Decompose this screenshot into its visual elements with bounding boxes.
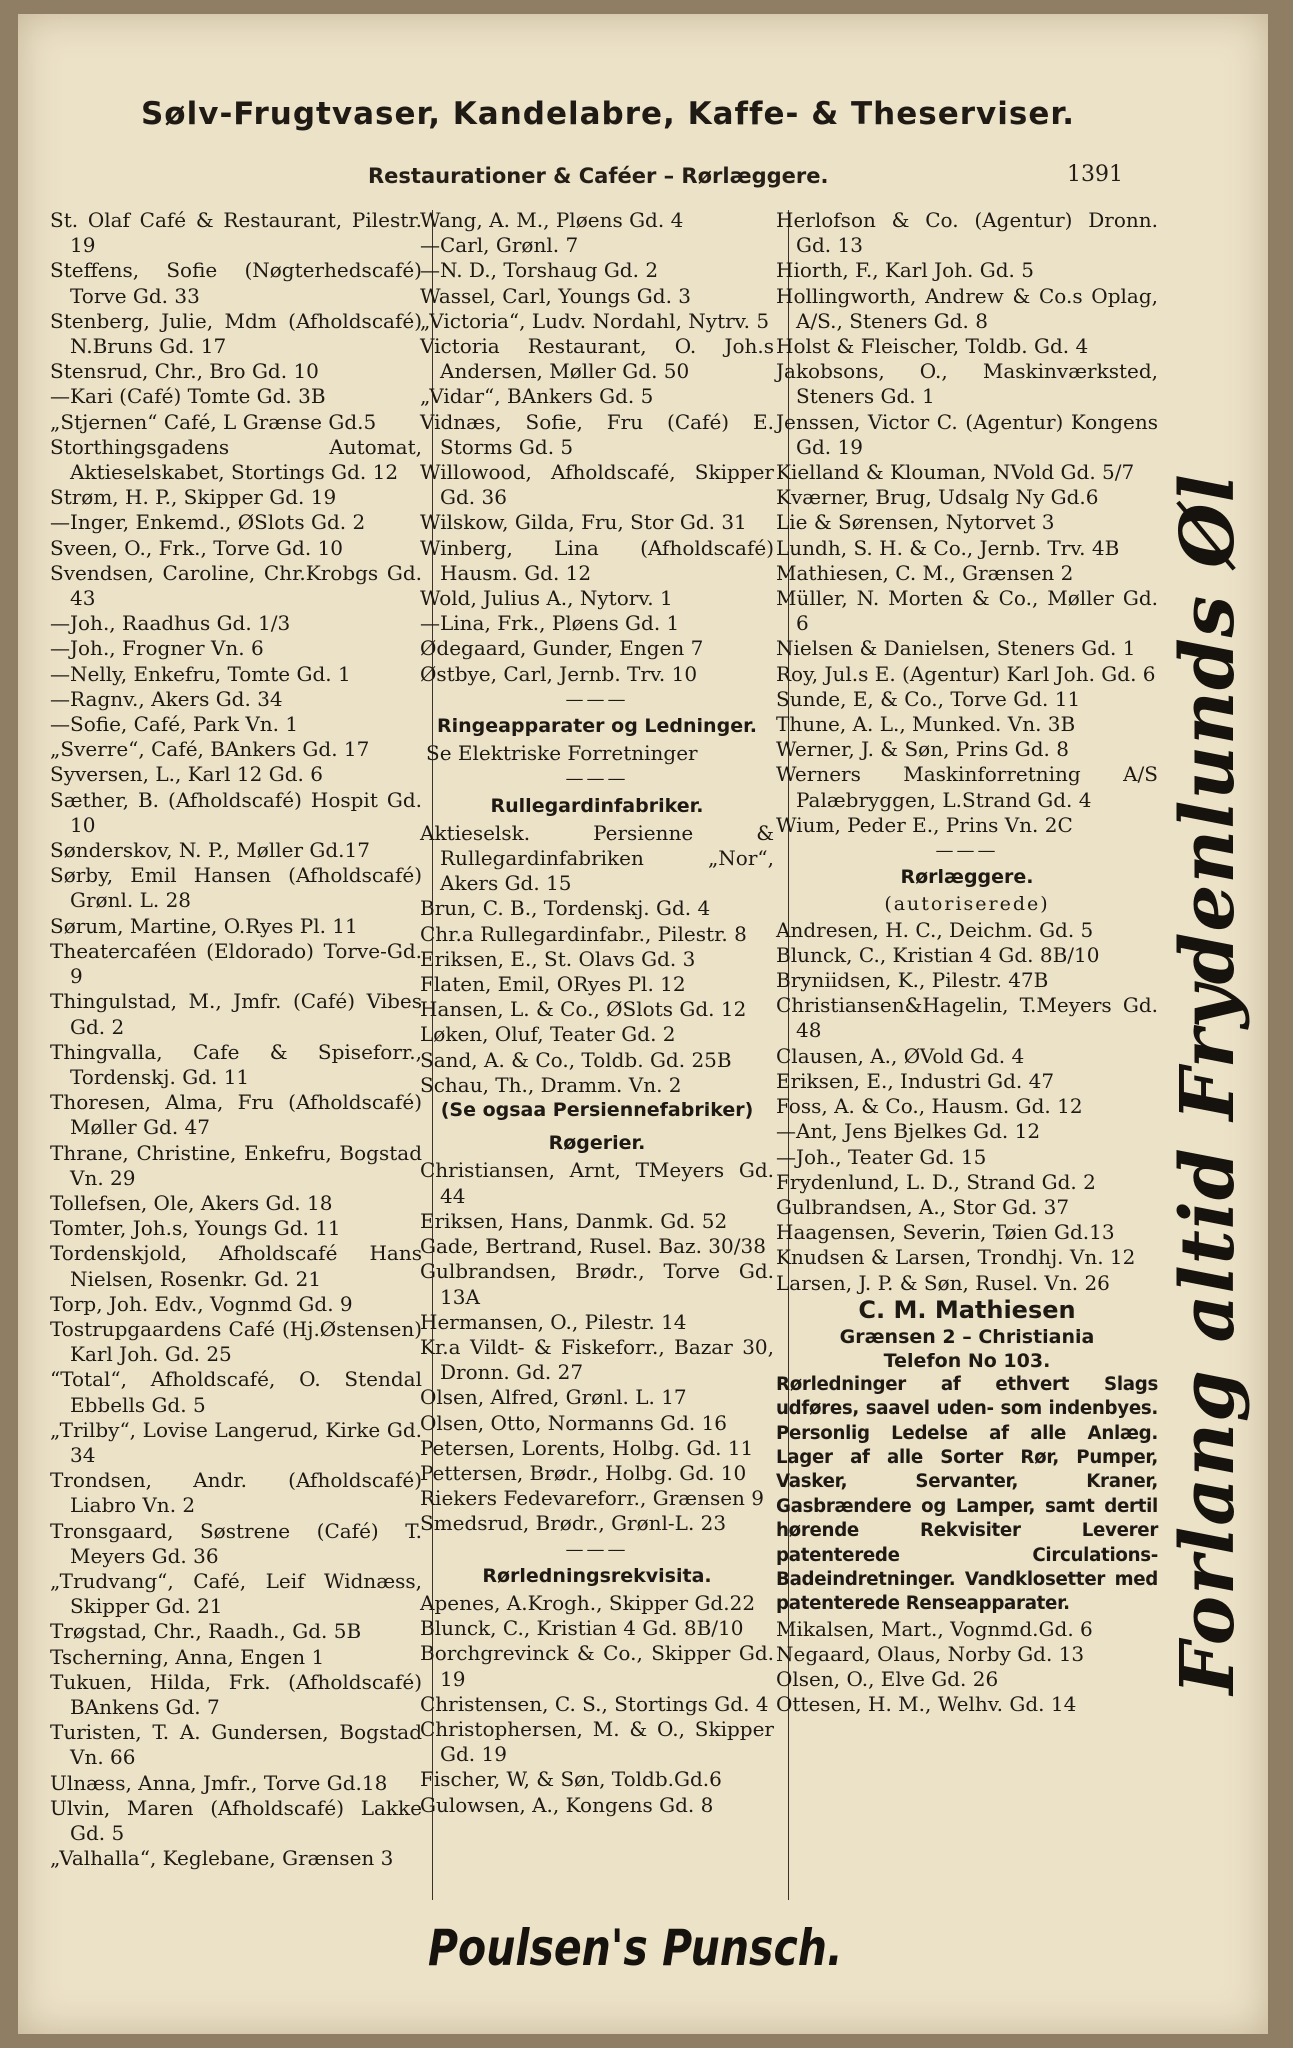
directory-entry: Knudsen & Larsen, Trondhj. Vn. 12 [776, 1245, 1136, 1270]
heading-rorlaeggere: Rørlæggere. [900, 866, 1034, 889]
section-separator: ——— [935, 840, 999, 862]
directory-entry: Strøm, H. P., Skipper Gd. 19 [50, 485, 337, 510]
punsch-bottom-advertisement: Poulsen's Punsch. [428, 1919, 843, 1977]
directory-entry: Flaten, Emil, ORyes Pl. 12 [420, 972, 686, 997]
directory-entry: —Kari (Café) Tomte Gd. 3B [50, 384, 326, 409]
directory-entry: Wilskow, Gilda, Fru, Stor Gd. 31 [420, 510, 747, 535]
directory-entry: Christiansen&Hagelin, T.Meyers Gd. 48 [776, 993, 1158, 1043]
directory-entry: Wold, Julius A., Nytorv. 1 [420, 586, 673, 611]
ad-address: Grænsen 2 – Christiania [839, 1325, 1095, 1348]
directory-entry: Mikalsen, Mart., Vognmd.Gd. 6 [776, 1616, 1093, 1641]
directory-entry: Eriksen, Hans, Danmk. Gd. 52 [420, 1208, 728, 1233]
directory-entry: Thrane, Christine, Enkefru, Bogstad Vn. 29 [50, 1140, 422, 1190]
ad-phone: Telefon No 103. [883, 1349, 1051, 1372]
directory-entry: Mathiesen, C. M., Grænsen 2 [776, 560, 1074, 585]
directory-entry: Winberg, Lina (Afholdscafé) Hausm. Gd. 12 [420, 535, 774, 585]
directory-entry: Tukuen, Hilda, Frk. (Afholdscafé) BAnkens Gd. 7 [50, 1669, 422, 1719]
restaurant-entries-w [420, 208, 774, 687]
directory-entry: Olsen, O., Elve Gd. 26 [776, 1667, 999, 1692]
directory-entry: Thingulstad, M., Jmfr. (Café) Vibes Gd. 2 [50, 989, 422, 1039]
rorlaeggere-entries-continued [776, 1617, 1158, 1718]
directory-entry: Wassel, Carl, Youngs Gd. 3 [420, 283, 692, 308]
directory-entry: Sønderskov, N. P., Møller Gd.17 [50, 838, 370, 863]
directory-entry: „Vidar“, BAnkers Gd. 5 [420, 384, 654, 409]
directory-entry: Thune, A. L., Munked. Vn. 3B [776, 712, 1076, 737]
directory-entry: Lundh, S. H. & Co., Jernb. Trv. 4B [776, 535, 1120, 560]
ad-company-name: C. M. Mathiesen [858, 1295, 1076, 1324]
directory-entry: Svendsen, Caroline, Chr.Krobgs Gd. 43 [50, 560, 422, 611]
heading-rorledningsrekvisita: Rørledningsrekvisita. [482, 1564, 712, 1587]
directory-entry: Christiansen, Arnt, TMeyers Gd. 44 [420, 1158, 774, 1208]
directory-entry: „Trilby“, Lovise Langerud, Kirke Gd. 34 [50, 1417, 422, 1467]
directory-entry: „Trudvang“, Café, Leif Widnæss, Skipper Gd. 21 [50, 1568, 422, 1619]
directory-entry: Sunde, E, & Co., Torve Gd. 11 [776, 686, 1081, 711]
directory-entry: Theatercaféen (Eldorado) Torve-Gd. 9 [50, 938, 422, 989]
directory-entry: „Victoria“, Ludv. Nordahl, Nytrv. 5 [420, 308, 770, 333]
directory-entry: Herlofson & Co. (Agentur) Dronn. Gd. 13 [776, 208, 1158, 258]
directory-entry: Clausen, A., ØVold Gd. 4 [776, 1043, 1025, 1068]
directory-entry: Tscherning, Anna, Engen 1 [50, 1644, 325, 1669]
directory-entry: Blunck, C., Kristian 4 Gd. 8B/10 [420, 1616, 744, 1641]
directory-entry: Wium, Peder E., Prins Vn. 2C [776, 812, 1073, 837]
directory-entry: Løken, Oluf, Teater Gd. 2 [420, 1022, 676, 1047]
directory-entry: Tollefsen, Ole, Akers Gd. 18 [50, 1190, 333, 1215]
directory-entry: Andresen, H. C., Deichm. Gd. 5 [776, 917, 1094, 942]
directory-entry: Chr.a Rullegardinfabr., Pilestr. 8 [420, 921, 747, 946]
directory-entry: „Stjernen“ Café, L Grænse Gd.5 [50, 409, 377, 434]
directory-entry: Jenssen, Victor C. (Agentur) Kongens Gd. 19 [776, 409, 1158, 459]
directory-entry: Hansen, L. & Co., ØSlots Gd. 12 [420, 997, 747, 1022]
directory-entry: —Ant, Jens Bjelkes Gd. 12 [776, 1119, 1041, 1144]
rulle-note: (Se ogsaa Persiennefabriker) [440, 1099, 754, 1122]
directory-entry: Christophersen, M. & O., Skipper Gd. 19 [420, 1716, 774, 1767]
directory-entry: Brun, C. B., Tordenskj. Gd. 4 [420, 896, 711, 921]
frydenlund-side-advertisement: Forlang altid Frydenlunds Øl [1165, 473, 1251, 1695]
heading-rogerier: Røgerier. [548, 1132, 646, 1155]
directory-entry: Holst & Fleischer, Toldb. Gd. 4 [776, 334, 1089, 359]
directory-entry: Borchgrevinck & Co., Skipper Gd. 19 [420, 1641, 774, 1691]
directory-entry: Torp, Joh. Edv., Vognmd Gd. 9 [50, 1291, 353, 1316]
rogerier-entries [420, 1158, 774, 1536]
directory-entry: Sæther, B. (Afholdscafé) Hospit Gd. 10 [50, 787, 422, 837]
directory-page [18, 14, 1268, 2034]
directory-entry: Gulbrandsen, A., Stor Gd. 37 [776, 1194, 1070, 1219]
directory-entry: Petersen, Lorents, Holbg. Gd. 11 [420, 1435, 754, 1460]
section-separator: ——— [565, 1538, 629, 1560]
directory-entry: Hermansen, O., Pilestr. 14 [420, 1309, 687, 1334]
directory-entry: Turisten, T. A. Gundersen, Bogstad Vn. 66 [50, 1720, 422, 1770]
directory-entry: „Sverre“, Café, BAnkers Gd. 17 [50, 737, 370, 762]
directory-entry: —Joh., Frogner Vn. 6 [50, 636, 264, 661]
directory-entry: Foss, A. & Co., Hausm. Gd. 12 [776, 1094, 1083, 1119]
directory-entry: Sørum, Martine, O.Ryes Pl. 11 [50, 913, 358, 938]
directory-entry: Tomter, Joh.s, Youngs Gd. 11 [50, 1216, 341, 1241]
directory-entry: Victoria Restaurant, O. Joh.s Andersen, Møller Gd. 50 [420, 334, 774, 384]
mathiesen-advertisement [776, 1296, 1158, 1617]
directory-entry: Lie & Sørensen, Nytorvet 3 [776, 510, 1055, 535]
directory-entry: —N. D., Torshaug Gd. 2 [420, 258, 659, 283]
directory-entry: Thoresen, Alma, Fru (Afholdscafé) Møller Gd. 47 [50, 1090, 422, 1140]
directory-entry: Kielland & Klouman, NVold Gd. 5/7 [776, 460, 1135, 485]
directory-entry: Roy, Jul.s E. (Agentur) Karl Joh. Gd. 6 [776, 661, 1156, 686]
directory-entry: Storthingsgadens Automat, Aktieselskabet, Stortings Gd. 12 [50, 434, 422, 485]
section-separator: ——— [565, 768, 629, 790]
directory-entry: Pettersen, Brødr., Holbg. Gd. 10 [420, 1460, 747, 1485]
agentur-entries [776, 208, 1158, 838]
heading-rullegardinfabriker: Rullegardinfabriker. [490, 794, 704, 817]
directory-entry: Tordenskjold, Afholdscafé Hans Nielsen, Rosenkr. Gd. 21 [50, 1241, 422, 1291]
directory-entry: St. Olaf Café & Restaurant, Pilestr. 19 [50, 208, 422, 258]
directory-entry: Gulowsen, A., Kongens Gd. 8 [420, 1792, 714, 1817]
heading-ringeapparater: Ringeapparater og Ledninger. [437, 715, 757, 738]
directory-entry: —Carl, Grønl. 7 [420, 233, 579, 258]
rorlaeggere-entries [776, 918, 1158, 1296]
directory-entry: Bryniidsen, K., Pilestr. 47B [776, 968, 1049, 993]
directory-entry: “Total“, Afholdscafé, O. Stendal Ebbells Gd. 5 [50, 1367, 422, 1417]
directory-entry: —Joh., Raadhus Gd. 1/3 [50, 611, 291, 636]
directory-entry: —Sofie, Café, Park Vn. 1 [50, 712, 299, 737]
directory-entry: Kværner, Brug, Udsalg Ny Gd.6 [776, 485, 1099, 510]
directory-entry: Eriksen, E., St. Olavs Gd. 3 [420, 946, 696, 971]
directory-entry: Vidnæs, Sofie, Fru (Café) E. Storms Gd. 5 [420, 409, 774, 459]
directory-entry: Steffens, Sofie (Nøgterhedscafé) Torve Gd. 33 [50, 258, 422, 308]
directory-entry: Gade, Bertrand, Rusel. Baz. 30/38 [420, 1234, 766, 1259]
directory-entry: Syversen, L., Karl 12 Gd. 6 [50, 762, 323, 787]
directory-entry: Tostrupgaardens Café (Hj.Østensen) Karl Joh. Gd. 25 [50, 1316, 422, 1367]
directory-entry: Müller, N. Morten & Co., Møller Gd. 6 [776, 586, 1158, 636]
directory-entry: —Nelly, Enkefru, Tomte Gd. 1 [50, 661, 351, 686]
directory-entry: Stenberg, Julie, Mdm (Afholdscafé) N.Bruns Gd. 17 [50, 308, 422, 359]
directory-entry: Ødegaard, Gunder, Engen 7 [420, 636, 704, 661]
directory-entry: Hiorth, F., Karl Joh. Gd. 5 [776, 258, 1034, 283]
directory-entry: Sand, A. & Co., Toldb. Gd. 25B [420, 1047, 732, 1072]
directory-entry: Trondsen, Andr. (Afholdscafé) Liabro Vn. 2 [50, 1468, 422, 1518]
directory-entry: Thingvalla, Cafe & Spiseforr., Tordenskj. Gd. 11 [50, 1039, 422, 1089]
directory-entry: Frydenlund, L. D., Strand Gd. 2 [776, 1169, 1096, 1194]
directory-entry: Negaard, Olaus, Norby Gd. 13 [776, 1641, 1085, 1666]
directory-entry: „Valhalla“, Keglebane, Grænsen 3 [50, 1846, 394, 1871]
directory-entry: Ottesen, H. M., Welhv. Gd. 14 [776, 1692, 1077, 1717]
directory-entry: Trøgstad, Chr., Raadh., Gd. 5B [50, 1619, 362, 1644]
directory-entry: Østbye, Carl, Jernb. Trv. 10 [420, 661, 698, 686]
ad-body-text: Rørledninger af ethvert Slags udføres, saavel uden- som indenbyes. Personlig Ledelse af alle Anlæg. Lager af alle Sorter Rør, Pumper, Vasker, Servanter, Kraner, Gasbrændere og Lamper, samt dertil hørende Rekvisiter Leverer patenterede Circulations-Badeindretninger. Vandklosetter med patenterede Renseapparater. [776, 1373, 1158, 1615]
directory-entry: Sørby, Emil Hansen (Afholdscafé) Grønl. L. 28 [50, 863, 422, 913]
directory-entry: —Lina, Frk., Pløens Gd. 1 [420, 611, 680, 636]
directory-entry: Werner, J. & Søn, Prins Gd. 8 [776, 737, 1069, 762]
subheading-autoriserede: (autoriserede) [884, 893, 1050, 916]
directory-entry: Larsen, J. P. & Søn, Rusel. Vn. 26 [776, 1270, 1110, 1295]
directory-entry: Christensen, C. S., Stortings Gd. 4 [420, 1691, 769, 1716]
directory-entry: —Inger, Enkemd., ØSlots Gd. 2 [50, 510, 366, 535]
directory-entry: Tronsgaard, Søstrene (Café) T. Meyers Gd. 36 [50, 1518, 422, 1568]
directory-entry: Aktieselsk. Persienne & Rullegardinfabriken „Nor“, Akers Gd. 15 [420, 820, 774, 896]
directory-entry: Ulvin, Maren (Afholdscafé) Lakke Gd. 5 [50, 1795, 422, 1845]
directory-entry: Smedsrud, Brødr., Grønl-L. 23 [420, 1511, 727, 1536]
directory-entry: Schau, Th., Dramm. Vn. 2 [420, 1072, 682, 1097]
directory-entry: Olsen, Otto, Normanns Gd. 16 [420, 1410, 728, 1435]
directory-entry: Kr.a Vildt- & Fiskeforr., Bazar 30, Dronn. Gd. 27 [420, 1334, 774, 1385]
directory-entry: Apenes, A.Krogh., Skipper Gd.22 [420, 1590, 756, 1615]
directory-entry: Werners Maskinforretning A/S Palæbryggen, L.Strand Gd. 4 [776, 762, 1158, 812]
directory-entry: Hollingworth, Andrew & Co.s Oplag, A/S., Steners Gd. 8 [776, 283, 1158, 333]
directory-entry: —Joh., Teater Gd. 15 [776, 1144, 987, 1169]
directory-entry: Wang, A. M., Pløens Gd. 4 [420, 208, 684, 232]
directory-entry: Olsen, Alfred, Grønl. L. 17 [420, 1385, 687, 1410]
directory-entry: Eriksen, E., Industri Gd. 47 [776, 1068, 1055, 1093]
directory-entry: Jakobsons, O., Maskinværksted, Steners Gd. 1 [776, 359, 1158, 409]
ringe-note: Se Elektriske Forretninger [426, 741, 698, 766]
directory-entry: —Ragnv., Akers Gd. 34 [50, 686, 283, 711]
page-number: 1391 [1067, 162, 1123, 187]
section-separator: ——— [565, 688, 629, 710]
rekvisita-entries [420, 1591, 774, 1818]
directory-entry: Fischer, W, & Søn, Toldb.Gd.6 [420, 1767, 722, 1792]
column-2 [420, 208, 774, 1818]
directory-entry: Willowood, Afholdscafé, Skipper Gd. 36 [420, 460, 774, 510]
running-head: Restaurationer & Caféer – Rørlæggere. [368, 164, 829, 188]
rullegardin-entries [420, 821, 774, 1098]
column-3 [776, 208, 1158, 1718]
directory-entry: Stensrud, Chr., Bro Gd. 10 [50, 359, 319, 384]
directory-entry: Haagensen, Severin, Tøien Gd.13 [776, 1220, 1115, 1245]
directory-entry: Gulbrandsen, Brødr., Torve Gd. 13A [420, 1259, 774, 1309]
directory-entry: Nielsen & Danielsen, Steners Gd. 1 [776, 636, 1136, 661]
directory-entry: Blunck, C., Kristian 4 Gd. 8B/10 [776, 942, 1100, 967]
top-banner-ad: Sølv-Frugtvaser, Kandelabre, Kaffe- & Theserviser. [140, 96, 1075, 132]
directory-entry: Sveen, O., Frk., Torve Gd. 10 [50, 535, 344, 560]
directory-entry: Riekers Fedevareforr., Grænsen 9 [420, 1486, 765, 1511]
column-1 [50, 208, 422, 1871]
directory-entry: Ulnæss, Anna, Jmfr., Torve Gd.18 [50, 1770, 388, 1795]
